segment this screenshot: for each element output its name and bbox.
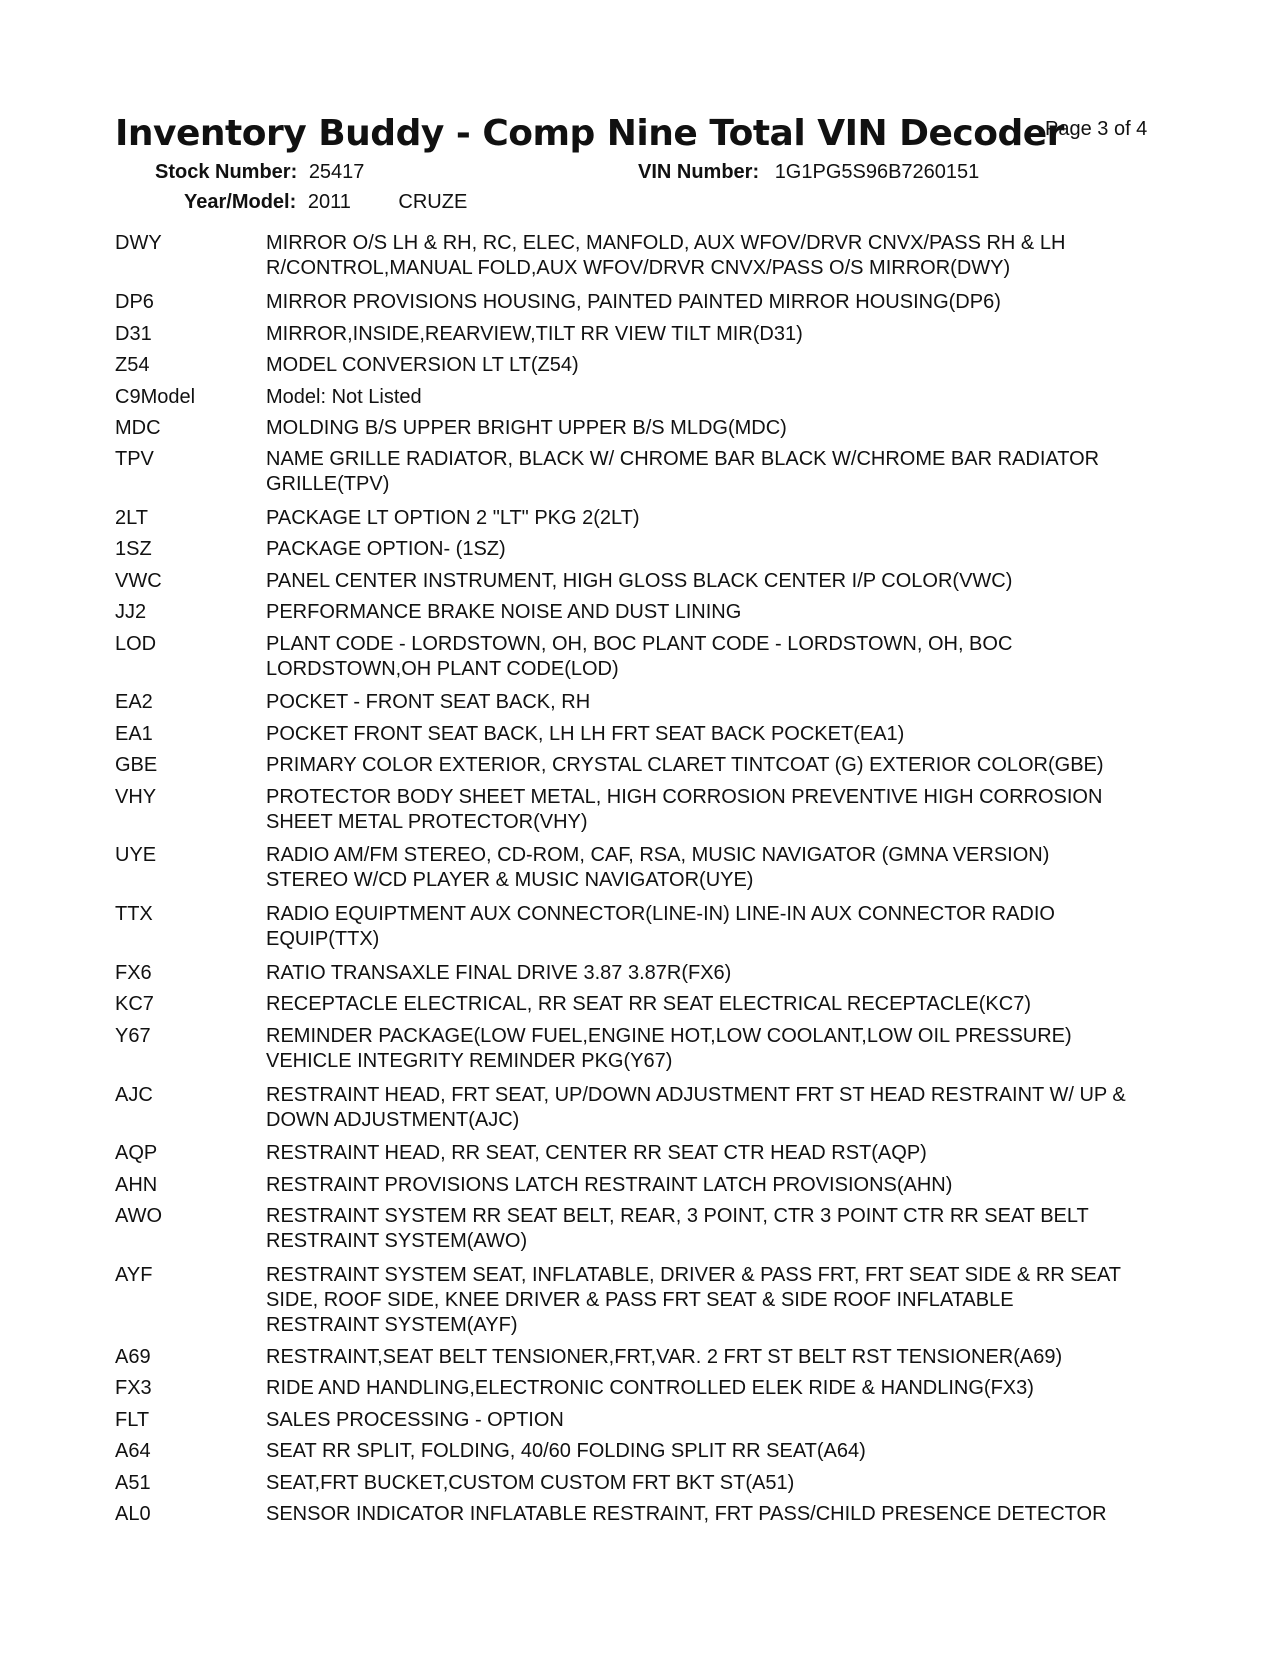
year-model-label: Year/Model: <box>184 191 297 213</box>
option-description <box>266 961 1181 986</box>
option-code: VWC <box>115 570 162 592</box>
option-code: EA1 <box>115 723 153 745</box>
option-description-line: PANEL CENTER INSTRUMENT, HIGH GLOSS BLACK CENTER I/P COLOR(VWC) <box>266 570 1013 592</box>
year-model-field <box>184 191 467 214</box>
option-description <box>266 1345 1181 1370</box>
option-description-line: PLANT CODE - LORDSTOWN, OH, BOC PLANT CODE - LORDSTOWN, OH, BOC <box>266 633 1013 655</box>
stock-number-value: 25417 <box>308 161 365 183</box>
option-description <box>266 322 1181 347</box>
option-description-line: RESTRAINT HEAD, RR SEAT, CENTER RR SEAT CTR HEAD RST(AQP) <box>266 1142 927 1164</box>
option-description <box>266 447 1181 497</box>
option-description <box>266 569 1181 594</box>
option-description <box>266 1024 1181 1074</box>
option-code: VHY <box>115 786 157 808</box>
option-code: GBE <box>115 754 158 776</box>
option-code: UYE <box>115 844 157 866</box>
option-code: 2LT <box>115 507 148 529</box>
option-description <box>266 537 1181 562</box>
option-code: JJ2 <box>115 601 147 623</box>
option-description-line: POCKET FRONT SEAT BACK, LH LH FRT SEAT BACK POCKET(EA1) <box>266 723 905 745</box>
option-description <box>266 416 1181 441</box>
option-description <box>266 506 1181 531</box>
option-description <box>266 1408 1181 1433</box>
option-description <box>266 722 1181 747</box>
option-description-line: R/CONTROL,MANUAL FOLD,AUX WFOV/DRVR CNVX/PASS O/S MIRROR(DWY) <box>266 257 1011 279</box>
option-description-line: RESTRAINT SYSTEM SEAT, INFLATABLE, DRIVER & PASS FRT, FRT SEAT SIDE & RR SEAT <box>266 1264 1122 1286</box>
option-description-line: VEHICLE INTEGRITY REMINDER PKG(Y67) <box>266 1050 673 1072</box>
option-description <box>266 353 1181 378</box>
option-description <box>266 1502 1181 1527</box>
option-code: LOD <box>115 633 157 655</box>
option-description-line: RIDE AND HANDLING,ELECTRONIC CONTROLLED ELEK RIDE & HANDLING(FX3) <box>266 1377 1034 1399</box>
option-description-line: SEAT,FRT BUCKET,CUSTOM CUSTOM FRT BKT ST(A51) <box>266 1472 795 1494</box>
option-description-line: RESTRAINT SYSTEM(AYF) <box>266 1314 518 1336</box>
year-value: 2011 <box>307 191 351 213</box>
option-description-line: REMINDER PACKAGE(LOW FUEL,ENGINE HOT,LOW COOLANT,LOW OIL PRESSURE) <box>266 1025 1072 1047</box>
option-description-line: GRILLE(TPV) <box>266 473 390 495</box>
option-description-line: PACKAGE LT OPTION 2 "LT" PKG 2(2LT) <box>266 507 640 529</box>
option-description-line: SHEET METAL PROTECTOR(VHY) <box>266 811 588 833</box>
option-description <box>266 1083 1181 1133</box>
option-description-line: DOWN ADJUSTMENT(AJC) <box>266 1109 520 1131</box>
page-number: Page 3 of 4 <box>1045 118 1148 140</box>
option-description <box>266 690 1181 715</box>
option-description <box>266 1471 1181 1496</box>
option-description-line: SEAT RR SPLIT, FOLDING, 40/60 FOLDING SPLIT RR SEAT(A64) <box>266 1440 866 1462</box>
option-description-line: RATIO TRANSAXLE FINAL DRIVE 3.87 3.87R(FX6) <box>266 962 732 984</box>
option-description-line: NAME GRILLE RADIATOR, BLACK W/ CHROME BAR BLACK W/CHROME BAR RADIATOR <box>266 448 1100 470</box>
option-description-line: RECEPTACLE ELECTRICAL, RR SEAT RR SEAT ELECTRICAL RECEPTACLE(KC7) <box>266 993 1031 1015</box>
option-code: FX3 <box>115 1377 152 1399</box>
option-description-line: RESTRAINT PROVISIONS LATCH RESTRAINT LATCH PROVISIONS(AHN) <box>266 1174 953 1196</box>
option-code: AQP <box>115 1142 158 1164</box>
option-code: MDC <box>115 417 161 439</box>
document-title: Inventory Buddy - Comp Nine Total VIN Decoder <box>115 113 1064 154</box>
option-code: AHN <box>115 1174 158 1196</box>
vin-number-value: 1G1PG5S96B7260151 <box>774 161 980 183</box>
option-code: Z54 <box>115 354 150 376</box>
option-description-line: EQUIP(TTX) <box>266 928 380 950</box>
option-description-line: MOLDING B/S UPPER BRIGHT UPPER B/S MLDG(MDC) <box>266 417 787 439</box>
vin-number-field <box>638 161 979 184</box>
option-description-line: RADIO EQUIPTMENT AUX CONNECTOR(LINE-IN) LINE-IN AUX CONNECTOR RADIO <box>266 903 1055 925</box>
stock-number-field <box>155 161 364 184</box>
option-description-line: RADIO AM/FM STEREO, CD-ROM, CAF, RSA, MUSIC NAVIGATOR (GMNA VERSION) <box>266 844 1050 866</box>
option-code: A51 <box>115 1472 151 1494</box>
option-description <box>266 231 1181 281</box>
option-code: KC7 <box>115 993 154 1015</box>
option-description-line: MIRROR O/S LH & RH, RC, ELEC, MANFOLD, AUX WFOV/DRVR CNVX/PASS RH & LH <box>266 232 1066 254</box>
option-description-line: MIRROR,INSIDE,REARVIEW,TILT RR VIEW TILT MIR(D31) <box>266 323 803 345</box>
option-code: D31 <box>115 323 152 345</box>
option-description-line: Model: Not Listed <box>266 386 422 408</box>
option-description-line: SALES PROCESSING - OPTION <box>266 1409 564 1431</box>
option-code: FLT <box>115 1409 150 1431</box>
option-code: FX6 <box>115 962 152 984</box>
option-description-line: STEREO W/CD PLAYER & MUSIC NAVIGATOR(UYE) <box>266 869 754 891</box>
option-description <box>266 902 1181 952</box>
option-code: 1SZ <box>115 538 152 560</box>
option-description-line: RESTRAINT,SEAT BELT TENSIONER,FRT,VAR. 2 FRT ST BELT RST TENSIONER(A69) <box>266 1346 1063 1368</box>
option-description <box>266 992 1181 1017</box>
option-description-line: PROTECTOR BODY SHEET METAL, HIGH CORROSION PREVENTIVE HIGH CORROSION <box>266 786 1103 808</box>
option-code: TPV <box>115 448 154 470</box>
option-code: AYF <box>115 1264 153 1286</box>
stock-number-label: Stock Number: <box>155 161 298 183</box>
option-description-line: RESTRAINT SYSTEM(AWO) <box>266 1230 528 1252</box>
option-code: TTX <box>115 903 153 925</box>
option-description <box>266 1173 1181 1198</box>
option-description-line: PRIMARY COLOR EXTERIOR, CRYSTAL CLARET TINTCOAT (G) EXTERIOR COLOR(GBE) <box>266 754 1104 776</box>
option-description-line: PERFORMANCE BRAKE NOISE AND DUST LINING <box>266 601 742 623</box>
option-description-line: LORDSTOWN,OH PLANT CODE(LOD) <box>266 658 619 680</box>
option-code: C9Model <box>115 386 196 408</box>
option-description-line: PACKAGE OPTION- (1SZ) <box>266 538 506 560</box>
option-description-line: SENSOR INDICATOR INFLATABLE RESTRAINT, FRT PASS/CHILD PRESENCE DETECTOR <box>266 1503 1107 1525</box>
model-value: CRUZE <box>398 191 468 213</box>
option-description-line: SIDE, ROOF SIDE, KNEE DRIVER & PASS FRT SEAT & SIDE ROOF INFLATABLE <box>266 1289 1014 1311</box>
vin-number-label: VIN Number: <box>638 161 760 183</box>
option-description-line: MIRROR PROVISIONS HOUSING, PAINTED PAINTED MIRROR HOUSING(DP6) <box>266 291 1001 313</box>
option-description <box>266 1204 1181 1254</box>
option-code: A69 <box>115 1346 151 1368</box>
option-description-line: POCKET - FRONT SEAT BACK, RH <box>266 691 591 713</box>
option-code: EA2 <box>115 691 153 713</box>
option-description <box>266 1439 1181 1464</box>
option-code: AJC <box>115 1084 153 1106</box>
option-description <box>266 843 1181 893</box>
option-description <box>266 290 1181 315</box>
option-description <box>266 385 1181 410</box>
option-description-line: RESTRAINT HEAD, FRT SEAT, UP/DOWN ADJUSTMENT FRT ST HEAD RESTRAINT W/ UP & <box>266 1084 1126 1106</box>
option-description <box>266 785 1181 835</box>
option-code: DP6 <box>115 291 154 313</box>
option-code: AWO <box>115 1205 163 1227</box>
option-description-line: RESTRAINT SYSTEM RR SEAT BELT, REAR, 3 POINT, CTR 3 POINT CTR RR SEAT BELT <box>266 1205 1089 1227</box>
option-description <box>266 1141 1181 1166</box>
option-code: DWY <box>115 232 162 254</box>
option-description-line: MODEL CONVERSION LT LT(Z54) <box>266 354 579 376</box>
option-code: Y67 <box>115 1025 151 1047</box>
option-description <box>266 600 1181 625</box>
option-code: AL0 <box>115 1503 151 1525</box>
option-description <box>266 1263 1181 1338</box>
option-description <box>266 1376 1181 1401</box>
option-description <box>266 753 1181 778</box>
option-code: A64 <box>115 1440 151 1462</box>
option-description <box>266 632 1181 682</box>
